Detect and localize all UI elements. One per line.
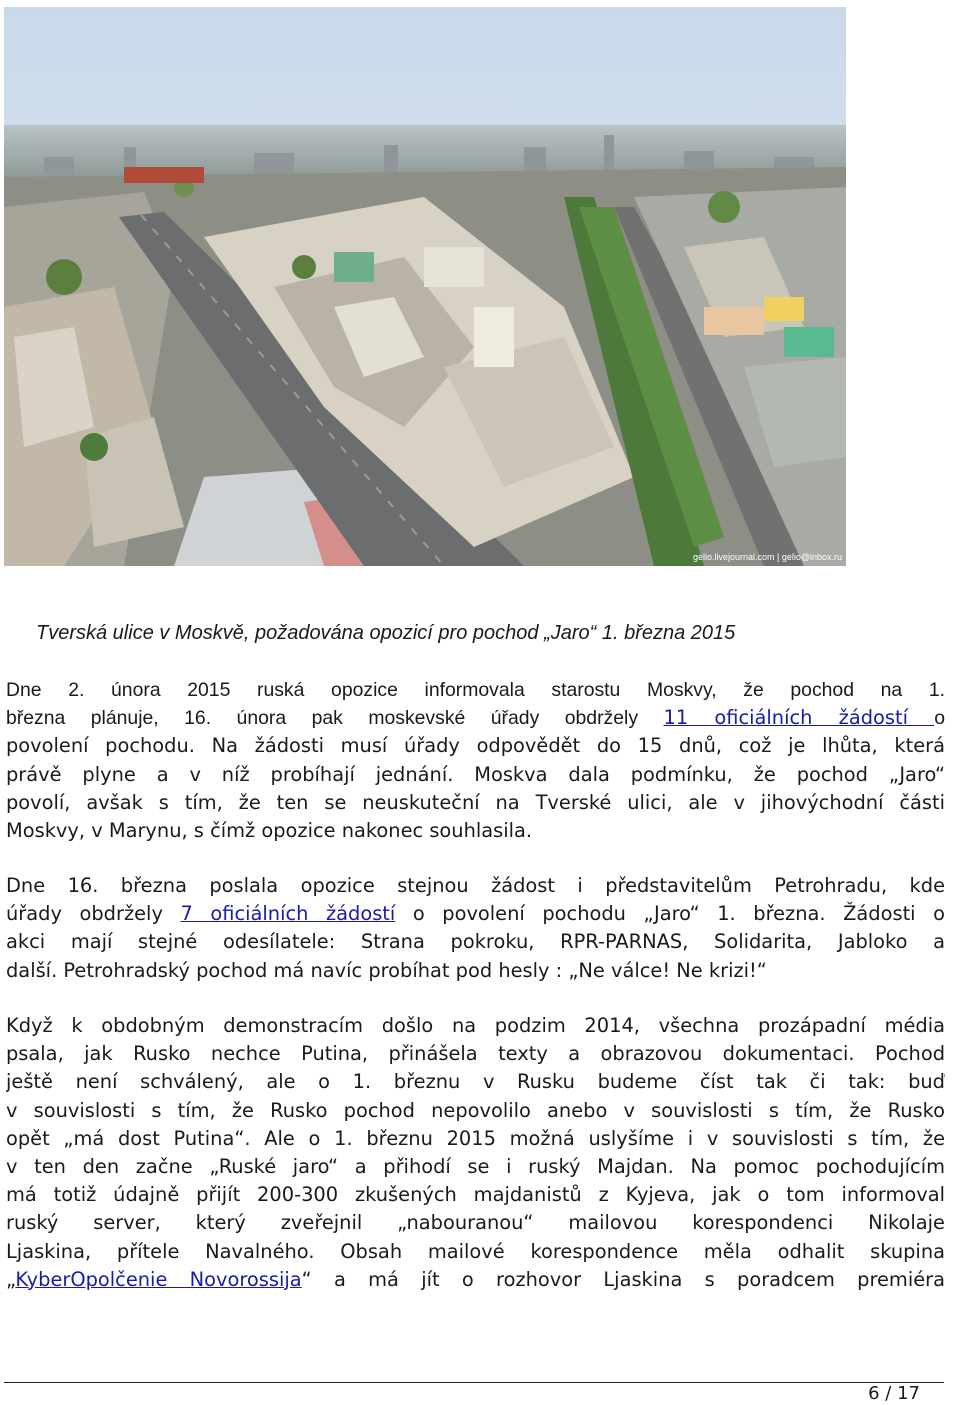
page-number: 6 / 17 bbox=[868, 1383, 920, 1404]
text-line: ještě není schválený, ale o 1. březnu v Rusku budeme číst tak či tak: buď bbox=[6, 1070, 945, 1094]
text-line: právě plyne a v níž probíhají jednání. Moskva dala podmínku, že pochod „Jaro“ bbox=[6, 762, 945, 786]
text-line bbox=[6, 1266, 945, 1294]
text-line: v souvislosti s tím, že Rusko pochod nepovolilo anebo v souvislosti s tím, že Rusko bbox=[6, 1098, 945, 1122]
link-11-zadosti[interactable]: 11 oficiálních žádostí bbox=[663, 706, 935, 730]
text-line: Moskvy, v Marynu, s čímž opozice nakonec souhlasila. bbox=[6, 818, 533, 842]
text-line: Dne 2. února 2015 ruská opozice informovala starostu Moskvy, že pochod na 1. bbox=[6, 679, 945, 701]
text-span: března plánuje, 16. února pak moskevské úřady obdržely bbox=[6, 707, 664, 730]
link-7-zadosti[interactable]: 7 oficiálních žádostí bbox=[180, 902, 396, 926]
text-line: Ljaskina, přítele Navalného. Obsah mailové korespondence měla odhalit skupina bbox=[6, 1239, 945, 1263]
text-line: psala, jak Rusko nechce Putina, přinášela texty a obrazovou dokumentaci. Pochod bbox=[6, 1042, 945, 1066]
text-line: v ten den začne „Ruské jaro“ a přihodí se i ruský Majdan. Na pomoc pochodujícím bbox=[6, 1154, 945, 1178]
figure-caption: Tverská ulice v Moskvě, požadována opozicí pro pochod „Jaro“ 1. března 2015 bbox=[36, 622, 736, 644]
text-line: povolení pochodu. Na žádosti musí úřady odpovědět do 15 dnů, což je lhůta, která bbox=[6, 734, 945, 758]
text-span: o bbox=[934, 707, 945, 730]
text-line: má totiž údajně přijít 200-300 zkušených majdanistů z Kyjeva, jak o tom informoval bbox=[6, 1183, 945, 1207]
text-span: „ bbox=[6, 1267, 16, 1291]
text-line: Dne 16. března poslala opozice stejnou žádost i představitelům Petrohradu, kde bbox=[6, 874, 945, 897]
paragraph-2 bbox=[6, 872, 945, 985]
text-line bbox=[6, 704, 945, 732]
text-line: opět „má dost Putina“. Ale o 1. březnu 2015 možná uslyšíme i v souvislosti s tím, že bbox=[6, 1126, 945, 1150]
text-line: povolí, avšak s tím, že ten se neuskuteční na Tverské ulici, ale v jihovýchodní části bbox=[6, 790, 945, 814]
footer-divider bbox=[4, 1382, 944, 1383]
paragraph-1 bbox=[6, 676, 945, 845]
paragraph-3 bbox=[6, 1012, 945, 1294]
text-line: Když k obdobným demonstracím došlo na podzim 2014, všechna prozápadní média bbox=[6, 1014, 945, 1037]
text-line: ruský server, který zveřejnil „nabouranou“ mailovou korespondenci Nikolaje bbox=[6, 1211, 945, 1235]
aerial-city-photo bbox=[4, 7, 846, 566]
text-span: o povolení pochodu „Jaro“ 1. března. Žádosti o bbox=[395, 902, 945, 926]
link-kyberopolcenie[interactable]: KyberOpolčenie Novorossija bbox=[15, 1267, 302, 1291]
photo-credit: gelio.livejournal.com | gelio@inbox.ru bbox=[692, 552, 842, 562]
text-span: “ a má jít o rozhovor Ljaskina s poradcem premiéra bbox=[301, 1267, 945, 1291]
text-span: úřady obdržely bbox=[6, 902, 181, 926]
text-line: akci mají stejné odesílatele: Strana pokroku, RPR-PARNAS, Solidarita, Jabloko a bbox=[6, 930, 945, 954]
text-line bbox=[6, 900, 945, 928]
text-line: další. Petrohradský pochod má navíc probíhat pod hesly : „Ne válce! Ne krizi!“ bbox=[6, 958, 767, 982]
